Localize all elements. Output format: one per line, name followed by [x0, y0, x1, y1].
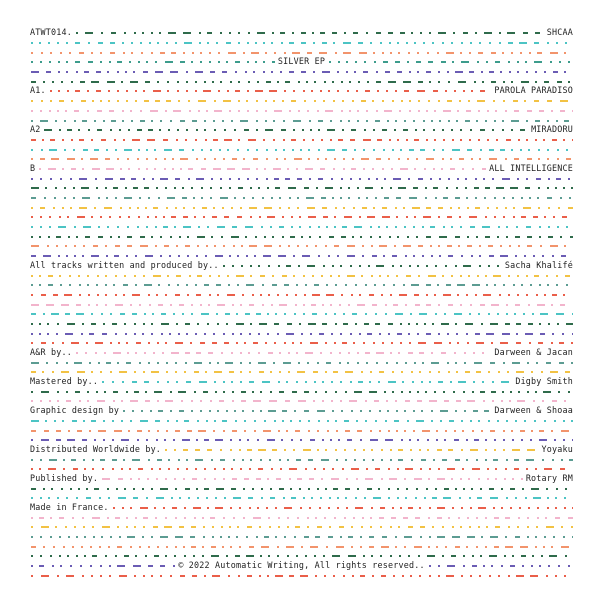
sleeve-row: [30, 571, 573, 581]
dotted-leader: [30, 236, 573, 238]
dotted-leader: [30, 313, 573, 315]
sleeve-row: [30, 202, 573, 212]
sleeve-row: [30, 445, 573, 455]
dotted-leader: [222, 265, 502, 267]
dotted-leader: [30, 52, 573, 54]
credit-label: A&R by..: [30, 347, 72, 358]
dotted-leader: [43, 129, 528, 131]
dotted-leader: [30, 342, 573, 344]
sleeve-row: [30, 231, 573, 241]
sleeve-row: [30, 425, 573, 435]
sleeve-row: [30, 193, 573, 203]
sleeve-row: [30, 493, 573, 503]
sleeve-row: [30, 454, 573, 464]
credit-label: Graphic design by: [30, 405, 120, 416]
credit-label: All tracks written and produced by..: [30, 259, 219, 270]
dotted-leader: [30, 304, 573, 306]
sleeve-row: [30, 532, 573, 542]
dotted-leader: [30, 430, 573, 432]
credit-label: ATWT014.: [30, 27, 72, 38]
sleeve-row: [30, 96, 573, 106]
credit-label: Mastered by..: [30, 376, 99, 387]
sleeve-row: [30, 367, 573, 377]
origin-label: Made in France.: [30, 502, 109, 513]
credit-value: Sacha Khalifé: [504, 259, 573, 270]
dotted-leader: [30, 216, 573, 218]
sleeve-row: [30, 386, 573, 396]
dotted-leader: [30, 555, 573, 557]
sleeve-row: [30, 173, 573, 183]
sleeve-row: [30, 38, 573, 48]
credit-value: ALL INTELLIGENCE: [489, 162, 573, 173]
sleeve-row: [30, 135, 573, 145]
dotted-leader: [112, 507, 573, 509]
sleeve-row: [30, 541, 573, 551]
credit-value: Digby Smith: [515, 376, 573, 387]
credit-value: PAROLA PARADISO: [494, 85, 573, 96]
dotted-leader: [30, 371, 573, 373]
dotted-leader: [30, 245, 573, 247]
sleeve-row: [30, 299, 573, 309]
sleeve-row: [30, 464, 573, 474]
copyright-notice: © 2022 Automatic Writing, All rights reserved..: [178, 560, 425, 571]
dotted-leader: [30, 323, 573, 325]
dotted-leader: [164, 449, 538, 451]
dotted-leader: [30, 546, 573, 548]
dotted-leader: [30, 81, 573, 83]
dotted-leader: [30, 517, 573, 519]
credit-label: A1.: [30, 85, 46, 96]
dotted-leader: [38, 168, 486, 170]
credit-label: A2: [30, 124, 41, 135]
sleeve-row: [30, 377, 573, 387]
dotted-leader: [75, 32, 544, 34]
sleeve-row: [30, 86, 573, 96]
sleeve-row: [30, 512, 573, 522]
dotted-leader: [30, 100, 573, 102]
sleeve-row: [30, 348, 573, 358]
dotted-leader: [328, 61, 573, 63]
dotted-leader: [30, 42, 573, 44]
dotted-leader: [30, 255, 573, 257]
dotted-leader: [30, 226, 573, 228]
sleeve-row: [30, 416, 573, 426]
credit-value: SHCAA: [546, 27, 573, 38]
sleeve-row: [30, 28, 573, 38]
dotted-leader: [30, 459, 573, 461]
dotted-leader: [30, 284, 573, 286]
dotted-leader: [30, 61, 275, 63]
dotted-leader: [30, 536, 573, 538]
dotted-leader: [75, 352, 491, 354]
credit-value: Yoyaku: [541, 443, 573, 454]
credit-value: Rotary RM: [525, 472, 573, 483]
dotted-leader: [30, 400, 573, 402]
dotted-leader: [30, 207, 573, 209]
dotted-leader: [428, 565, 573, 567]
sleeve-row: [30, 261, 573, 271]
dotted-leader: [30, 526, 573, 528]
dotted-leader: [30, 139, 573, 141]
sleeve-row: [30, 280, 573, 290]
sleeve-row: [30, 561, 573, 571]
dotted-leader: [30, 197, 573, 199]
dotted-leader: [49, 90, 492, 92]
sleeve-row: [30, 483, 573, 493]
dotted-leader: [30, 178, 573, 180]
dotted-leader: [30, 294, 573, 296]
sleeve-row: [30, 125, 573, 135]
record-sleeve-credits: [30, 28, 573, 580]
dotted-leader: [30, 362, 573, 364]
dotted-leader: [30, 391, 573, 393]
credit-label: B: [30, 162, 36, 173]
dotted-leader: [30, 575, 573, 577]
release-title: SILVER EP: [277, 56, 326, 67]
sleeve-row: [30, 406, 573, 416]
dotted-leader: [30, 120, 573, 122]
dotted-leader: [30, 110, 573, 112]
credit-value: MIRADORU: [531, 124, 573, 135]
dotted-leader: [101, 478, 523, 480]
dotted-leader: [30, 565, 175, 567]
sleeve-row: [30, 338, 573, 348]
sleeve-row: [30, 474, 573, 484]
credit-value: Darween & Shoaa: [494, 405, 573, 416]
dotted-leader: [30, 497, 573, 499]
sleeve-row: [30, 290, 573, 300]
sleeve-row: [30, 164, 573, 174]
dotted-leader: [30, 439, 573, 441]
dotted-leader: [101, 381, 512, 383]
credit-value: Darween & Jacan: [494, 347, 573, 358]
sleeve-row: [30, 503, 573, 513]
sleeve-row: [30, 270, 573, 280]
sleeve-row: [30, 328, 573, 338]
sleeve-row: [30, 241, 573, 251]
sleeve-row: [30, 106, 573, 116]
sleeve-row: [30, 76, 573, 86]
sleeve-row: [30, 212, 573, 222]
credit-label: Distributed Worldwide by.: [30, 443, 162, 454]
sleeve-row: [30, 522, 573, 532]
credit-label: Published by.: [30, 472, 99, 483]
sleeve-row: [30, 222, 573, 232]
dotted-leader: [30, 158, 573, 160]
sleeve-row: [30, 144, 573, 154]
sleeve-row: [30, 319, 573, 329]
dotted-leader: [30, 468, 573, 470]
dotted-leader: [30, 488, 573, 490]
sleeve-row: [30, 67, 573, 77]
sleeve-row: [30, 309, 573, 319]
dotted-leader: [30, 333, 573, 335]
sleeve-row: [30, 357, 573, 367]
sleeve-row: [30, 57, 573, 67]
dotted-leader: [30, 187, 573, 189]
sleeve-row: [30, 115, 573, 125]
dotted-leader: [30, 420, 573, 422]
sleeve-row: [30, 183, 573, 193]
dotted-leader: [30, 149, 573, 151]
dotted-leader: [30, 71, 573, 73]
dotted-leader: [30, 275, 573, 277]
dotted-leader: [122, 410, 491, 412]
